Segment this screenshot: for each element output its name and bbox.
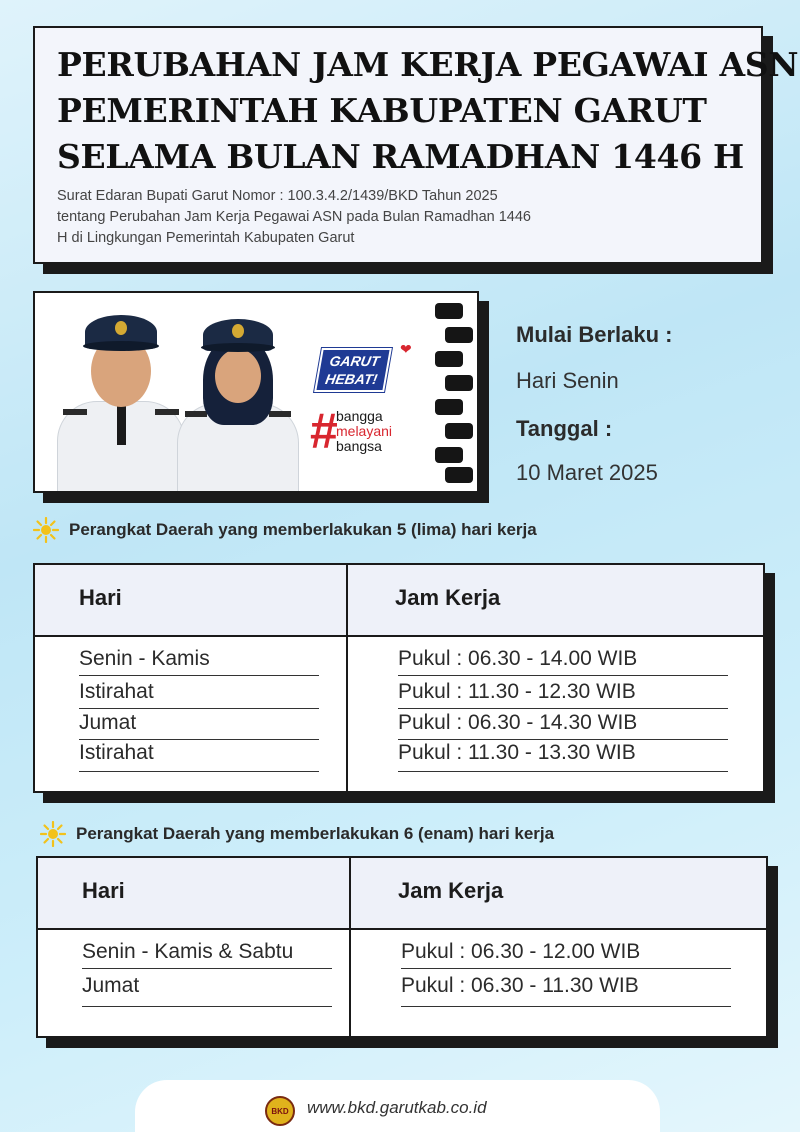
row-day: Senin - Kamis & Sabtu	[82, 940, 294, 963]
row-day: Senin - Kamis	[79, 647, 210, 670]
subtitle-line-3: H di Lingkungan Pemerintah Kabupaten Garut	[57, 230, 355, 246]
row-divider	[79, 675, 319, 676]
date-label: Tanggal :	[516, 416, 613, 441]
bkd-logo	[265, 1096, 295, 1126]
section-five-heading-text: Perangkat Daerah yang memberlakukan 5 (lima) hari kerja	[69, 520, 537, 539]
official-photo-vice-regent	[177, 311, 301, 491]
tear-block	[445, 375, 473, 391]
page-title-line-3: SELAMA BULAN RAMADHAN 1446 H	[57, 137, 744, 176]
row-day: Jumat	[79, 711, 137, 734]
row-divider	[401, 968, 731, 969]
row-divider	[398, 739, 728, 740]
section-six-heading-text: Perangkat Daerah yang memberlakukan 6 (enam) hari kerja	[76, 824, 555, 843]
ticket-tear-strip	[431, 301, 471, 487]
start-label: Mulai Berlaku :	[516, 322, 673, 347]
header-day: Hari	[82, 878, 125, 903]
section-five-heading	[33, 517, 537, 543]
section-six-heading	[40, 821, 554, 847]
hashtag-word-2: melayani	[336, 423, 393, 439]
header-hours: Jam Kerja	[395, 585, 501, 610]
logo-line-1: GARUT	[328, 353, 381, 369]
row-divider	[82, 968, 332, 969]
tear-block	[445, 327, 473, 343]
column-divider	[349, 858, 351, 1036]
hashtag-bangga-melayani-bangsa	[310, 403, 420, 463]
subtitle-line-2: tentang Perubahan Jam Kerja Pegawai ASN pada Bulan Ramadhan 1446	[57, 209, 531, 225]
sun-icon	[40, 821, 66, 847]
row-divider	[79, 708, 319, 709]
logo-line-2: HEBAT!	[324, 371, 379, 387]
tear-block	[435, 351, 463, 367]
page-title-line-1: PERUBAHAN JAM KERJA PEGAWAI ASN	[57, 45, 799, 84]
row-hours: Pukul : 06.30 - 14.30 WIB	[398, 711, 638, 734]
tie	[117, 405, 126, 445]
hashtag-word-1: bangga	[336, 408, 383, 424]
row-hours: Pukul : 06.30 - 11.30 WIB	[401, 974, 639, 997]
epaulette	[63, 409, 87, 415]
tear-block	[435, 399, 463, 415]
row-day: Istirahat	[79, 741, 154, 764]
row-hours: Pukul : 06.30 - 14.00 WIB	[398, 647, 638, 670]
epaulette	[155, 409, 179, 415]
epaulette	[185, 411, 207, 417]
garut-hebat-label	[314, 348, 392, 392]
row-divider	[398, 771, 728, 772]
heart-hand-icon: ❤	[400, 341, 412, 357]
header-day: Hari	[79, 585, 122, 610]
schedule-table-six-days	[36, 856, 768, 1038]
column-divider	[346, 565, 348, 791]
cap-visor	[201, 343, 275, 352]
row-hours: Pukul : 11.30 - 13.30 WIB	[398, 741, 636, 764]
subtitle-line-1: Surat Edaran Bupati Garut Nomor : 100.3.4.2/1439/BKD Tahun 2025	[57, 188, 498, 204]
schedule-table-five-days	[33, 563, 765, 793]
face	[215, 349, 261, 403]
tear-block	[445, 423, 473, 439]
page-title-line-2: PEMERINTAH KABUPATEN GARUT	[57, 91, 707, 130]
header-hours: Jam Kerja	[398, 878, 504, 903]
row-divider	[79, 771, 319, 772]
row-divider	[398, 675, 728, 676]
epaulette	[269, 411, 291, 417]
tear-block	[435, 303, 463, 319]
officials-photo-card	[33, 291, 479, 493]
footer	[135, 1080, 660, 1132]
cap-badge	[232, 324, 244, 338]
hashtag-word-3: bangsa	[336, 438, 382, 454]
row-divider	[398, 708, 728, 709]
website-link[interactable]: www.bkd.garutkab.co.id	[307, 1098, 487, 1117]
row-divider	[401, 1006, 731, 1007]
official-photo-regent	[57, 305, 187, 491]
row-hours: Pukul : 06.30 - 12.00 WIB	[401, 940, 641, 963]
title-card	[33, 26, 799, 264]
subtitle	[57, 186, 739, 249]
row-day: Istirahat	[79, 680, 154, 703]
tear-block	[435, 447, 463, 463]
garut-hebat-logo	[314, 348, 392, 392]
cap-visor	[83, 341, 159, 351]
cap-badge	[115, 321, 127, 335]
start-value: Hari Senin	[516, 368, 619, 393]
hashtag-symbol: #	[310, 403, 338, 459]
row-day: Jumat	[82, 974, 140, 997]
tear-block	[445, 467, 473, 483]
bkd-logo-text: BKD	[271, 1106, 289, 1116]
row-divider	[82, 1006, 332, 1007]
date-value: 10 Maret 2025	[516, 460, 658, 485]
row-divider	[79, 739, 319, 740]
sun-icon	[33, 517, 59, 543]
row-hours: Pukul : 11.30 - 12.30 WIB	[398, 680, 636, 703]
